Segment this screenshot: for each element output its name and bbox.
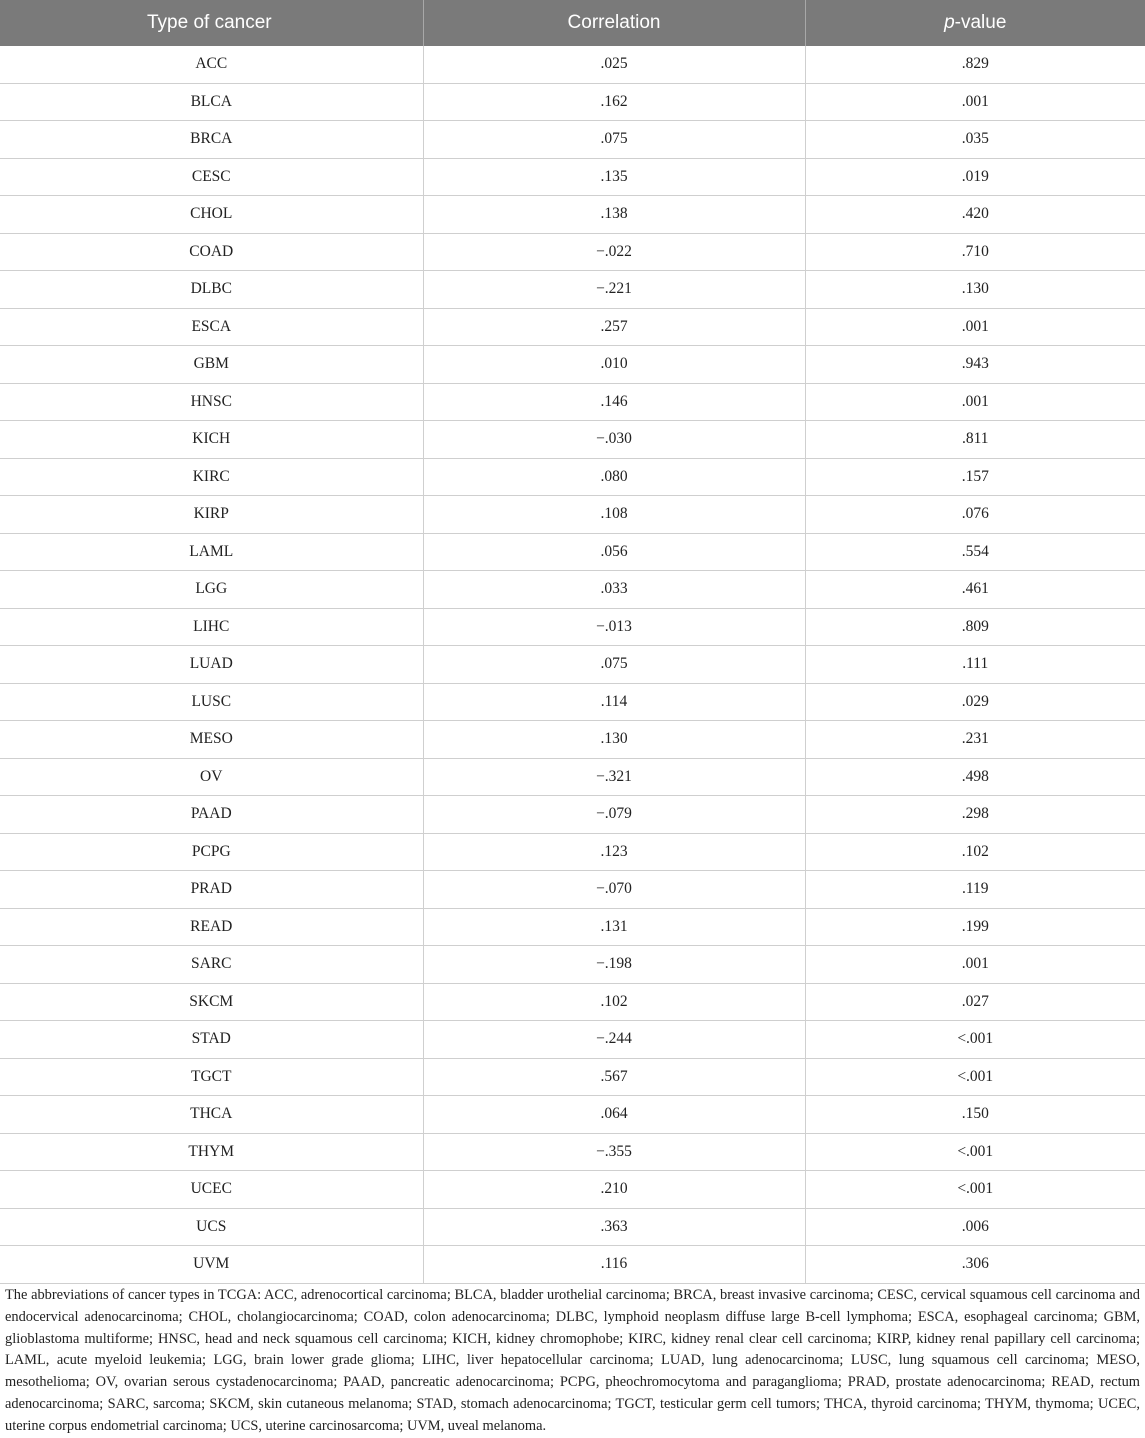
- cell-correlation: .108: [423, 496, 805, 534]
- cell-p-value: .809: [805, 608, 1145, 646]
- cell-p-value: .306: [805, 1246, 1145, 1284]
- table-row: [0, 421, 1145, 459]
- cell-correlation: −.022: [423, 233, 805, 271]
- cell-p-value: .029: [805, 683, 1145, 721]
- cell-p-value: .001: [805, 308, 1145, 346]
- cell-cancer-type: UVM: [0, 1246, 423, 1284]
- cell-p-value: .811: [805, 421, 1145, 459]
- cell-p-value: .119: [805, 871, 1145, 909]
- cell-correlation: .210: [423, 1171, 805, 1209]
- table-row: [0, 121, 1145, 159]
- cell-correlation: .363: [423, 1208, 805, 1246]
- cell-cancer-type: LUAD: [0, 646, 423, 684]
- cell-correlation: .131: [423, 908, 805, 946]
- table-row: [0, 571, 1145, 609]
- header-row: [0, 0, 1145, 46]
- cell-p-value: .001: [805, 383, 1145, 421]
- cell-cancer-type: LAML: [0, 533, 423, 571]
- cell-correlation: .075: [423, 646, 805, 684]
- cell-correlation: .162: [423, 83, 805, 121]
- table-row: [0, 1021, 1145, 1059]
- cell-p-value: .076: [805, 496, 1145, 534]
- table-body: [0, 46, 1145, 1283]
- table-row: [0, 308, 1145, 346]
- cell-p-value: <.001: [805, 1133, 1145, 1171]
- table-row: [0, 608, 1145, 646]
- cell-cancer-type: BRCA: [0, 121, 423, 159]
- cell-cancer-type: UCEC: [0, 1171, 423, 1209]
- cell-cancer-type: READ: [0, 908, 423, 946]
- cell-correlation: .056: [423, 533, 805, 571]
- cell-correlation: −.079: [423, 796, 805, 834]
- table-row: [0, 533, 1145, 571]
- cell-cancer-type: THYM: [0, 1133, 423, 1171]
- cell-p-value: .829: [805, 46, 1145, 83]
- cell-p-value: .035: [805, 121, 1145, 159]
- cell-correlation: .130: [423, 721, 805, 759]
- cell-cancer-type: LUSC: [0, 683, 423, 721]
- table-row: [0, 1133, 1145, 1171]
- cell-p-value: .943: [805, 346, 1145, 384]
- cell-cancer-type: LIHC: [0, 608, 423, 646]
- cell-p-value: .157: [805, 458, 1145, 496]
- cell-correlation: .080: [423, 458, 805, 496]
- cell-correlation: .138: [423, 196, 805, 234]
- table-row: [0, 1246, 1145, 1284]
- table-row: [0, 458, 1145, 496]
- table-row: [0, 496, 1145, 534]
- table-row: [0, 83, 1145, 121]
- cell-p-value: .231: [805, 721, 1145, 759]
- cell-cancer-type: LGG: [0, 571, 423, 609]
- cell-cancer-type: PRAD: [0, 871, 423, 909]
- cell-correlation: −.013: [423, 608, 805, 646]
- table-footnote: The abbreviations of cancer types in TCGA: ACC, adrenocortical carcinoma; BLCA, bladder urothelial carcinoma; BRCA, breast invasive carcinoma; CESC, cervical squamous cell carcinoma and endocervical adenocarcinoma; CHOL, cholangiocarcinoma; COAD, colon adenocarcinoma; DLBC, lymphoid neoplasm diffuse large B-cell lymphoma; ESCA, esophageal carcinoma; GBM, glioblastoma multiforme; HNSC, head and neck squamous cell carcinoma; KICH, kidney chromophobe; KIRC, kidney renal clear cell carcinoma; KIRP, kidney renal papillary cell carcinoma; LAML, acute myeloid leukemia; LGG, brain lower grade glioma; LIHC, liver hepatocellular carcinoma; LUAD, lung adenocarcinoma; LUSC, lung squamous cell carcinoma; MESO, mesothelioma; OV, ovarian serous cystadenocarcinoma; PAAD, pancreatic adenocarcinoma; PCPG, pheochromocytoma and paraganglioma; PRAD, prostate adenocarcinoma; READ, rectum adenocarcinoma; SARC, sarcoma; SKCM, skin cutaneous melanoma; STAD, stomach adenocarcinoma; TGCT, testicular germ cell tumors; THCA, thyroid carcinoma; THYM, thymoma; UCEC, uterine corpus endometrial carcinoma; UCS, uterine carcinosarcoma; UVM, uveal melanoma.: [5, 1287, 1140, 1434]
- table-row: [0, 1171, 1145, 1209]
- cell-correlation: .102: [423, 983, 805, 1021]
- cell-correlation: −.355: [423, 1133, 805, 1171]
- cell-cancer-type: ACC: [0, 46, 423, 83]
- cell-correlation: −.198: [423, 946, 805, 984]
- table-row: [0, 383, 1145, 421]
- cell-p-value: <.001: [805, 1021, 1145, 1059]
- cell-cancer-type: KIRC: [0, 458, 423, 496]
- table-row: [0, 158, 1145, 196]
- table-row: [0, 721, 1145, 759]
- cell-p-value: .461: [805, 571, 1145, 609]
- cell-p-value: .001: [805, 946, 1145, 984]
- cell-cancer-type: COAD: [0, 233, 423, 271]
- cell-correlation: −.221: [423, 271, 805, 309]
- table-row: [0, 46, 1145, 83]
- table-row: [0, 1058, 1145, 1096]
- cell-p-value: .001: [805, 83, 1145, 121]
- cell-correlation: .114: [423, 683, 805, 721]
- cell-cancer-type: KICH: [0, 421, 423, 459]
- cell-correlation: .135: [423, 158, 805, 196]
- table-row: [0, 233, 1145, 271]
- header-p-suffix: -value: [954, 12, 1007, 33]
- cell-correlation: .025: [423, 46, 805, 83]
- cell-correlation: .010: [423, 346, 805, 384]
- cell-p-value: <.001: [805, 1058, 1145, 1096]
- table-row: [0, 1208, 1145, 1246]
- cell-p-value: .102: [805, 833, 1145, 871]
- cell-p-value: .150: [805, 1096, 1145, 1134]
- cell-p-value: .111: [805, 646, 1145, 684]
- cell-p-value: .027: [805, 983, 1145, 1021]
- cell-correlation: .257: [423, 308, 805, 346]
- table-row: [0, 908, 1145, 946]
- cell-cancer-type: MESO: [0, 721, 423, 759]
- cell-cancer-type: KIRP: [0, 496, 423, 534]
- cell-cancer-type: CESC: [0, 158, 423, 196]
- cell-correlation: .123: [423, 833, 805, 871]
- table-row: [0, 946, 1145, 984]
- cell-correlation: .033: [423, 571, 805, 609]
- cell-correlation: −.030: [423, 421, 805, 459]
- cell-correlation: .146: [423, 383, 805, 421]
- table-row: [0, 346, 1145, 384]
- cell-correlation: .116: [423, 1246, 805, 1284]
- cell-p-value: .006: [805, 1208, 1145, 1246]
- table-row: [0, 833, 1145, 871]
- header-p-value: [805, 0, 1145, 46]
- cell-p-value: .130: [805, 271, 1145, 309]
- table-header: [0, 0, 1145, 46]
- cell-p-value: .298: [805, 796, 1145, 834]
- table-row: [0, 271, 1145, 309]
- cell-cancer-type: GBM: [0, 346, 423, 384]
- cell-p-value: .554: [805, 533, 1145, 571]
- header-type-of-cancer: Type of cancer: [0, 0, 423, 46]
- cell-cancer-type: PAAD: [0, 796, 423, 834]
- cell-p-value: <.001: [805, 1171, 1145, 1209]
- cell-p-value: .019: [805, 158, 1145, 196]
- table-row: [0, 1096, 1145, 1134]
- cell-cancer-type: DLBC: [0, 271, 423, 309]
- table-row: [0, 683, 1145, 721]
- header-correlation: Correlation: [423, 0, 805, 46]
- cell-cancer-type: THCA: [0, 1096, 423, 1134]
- cell-p-value: .199: [805, 908, 1145, 946]
- table-row: [0, 796, 1145, 834]
- cell-correlation: .075: [423, 121, 805, 159]
- cell-cancer-type: ESCA: [0, 308, 423, 346]
- cell-p-value: .498: [805, 758, 1145, 796]
- cell-correlation: −.244: [423, 1021, 805, 1059]
- cell-cancer-type: SARC: [0, 946, 423, 984]
- table-row: [0, 646, 1145, 684]
- table-row: [0, 758, 1145, 796]
- cell-cancer-type: HNSC: [0, 383, 423, 421]
- cell-cancer-type: STAD: [0, 1021, 423, 1059]
- cell-p-value: .710: [805, 233, 1145, 271]
- cell-correlation: −.321: [423, 758, 805, 796]
- table-row: [0, 871, 1145, 909]
- cell-p-value: .420: [805, 196, 1145, 234]
- cell-cancer-type: BLCA: [0, 83, 423, 121]
- cell-cancer-type: UCS: [0, 1208, 423, 1246]
- cell-cancer-type: SKCM: [0, 983, 423, 1021]
- cell-correlation: .064: [423, 1096, 805, 1134]
- cell-cancer-type: OV: [0, 758, 423, 796]
- cell-cancer-type: TGCT: [0, 1058, 423, 1096]
- cell-cancer-type: PCPG: [0, 833, 423, 871]
- cell-cancer-type: CHOL: [0, 196, 423, 234]
- table-row: [0, 196, 1145, 234]
- table-row: [0, 983, 1145, 1021]
- cell-correlation: −.070: [423, 871, 805, 909]
- cell-correlation: .567: [423, 1058, 805, 1096]
- header-p-italic: p: [944, 12, 955, 33]
